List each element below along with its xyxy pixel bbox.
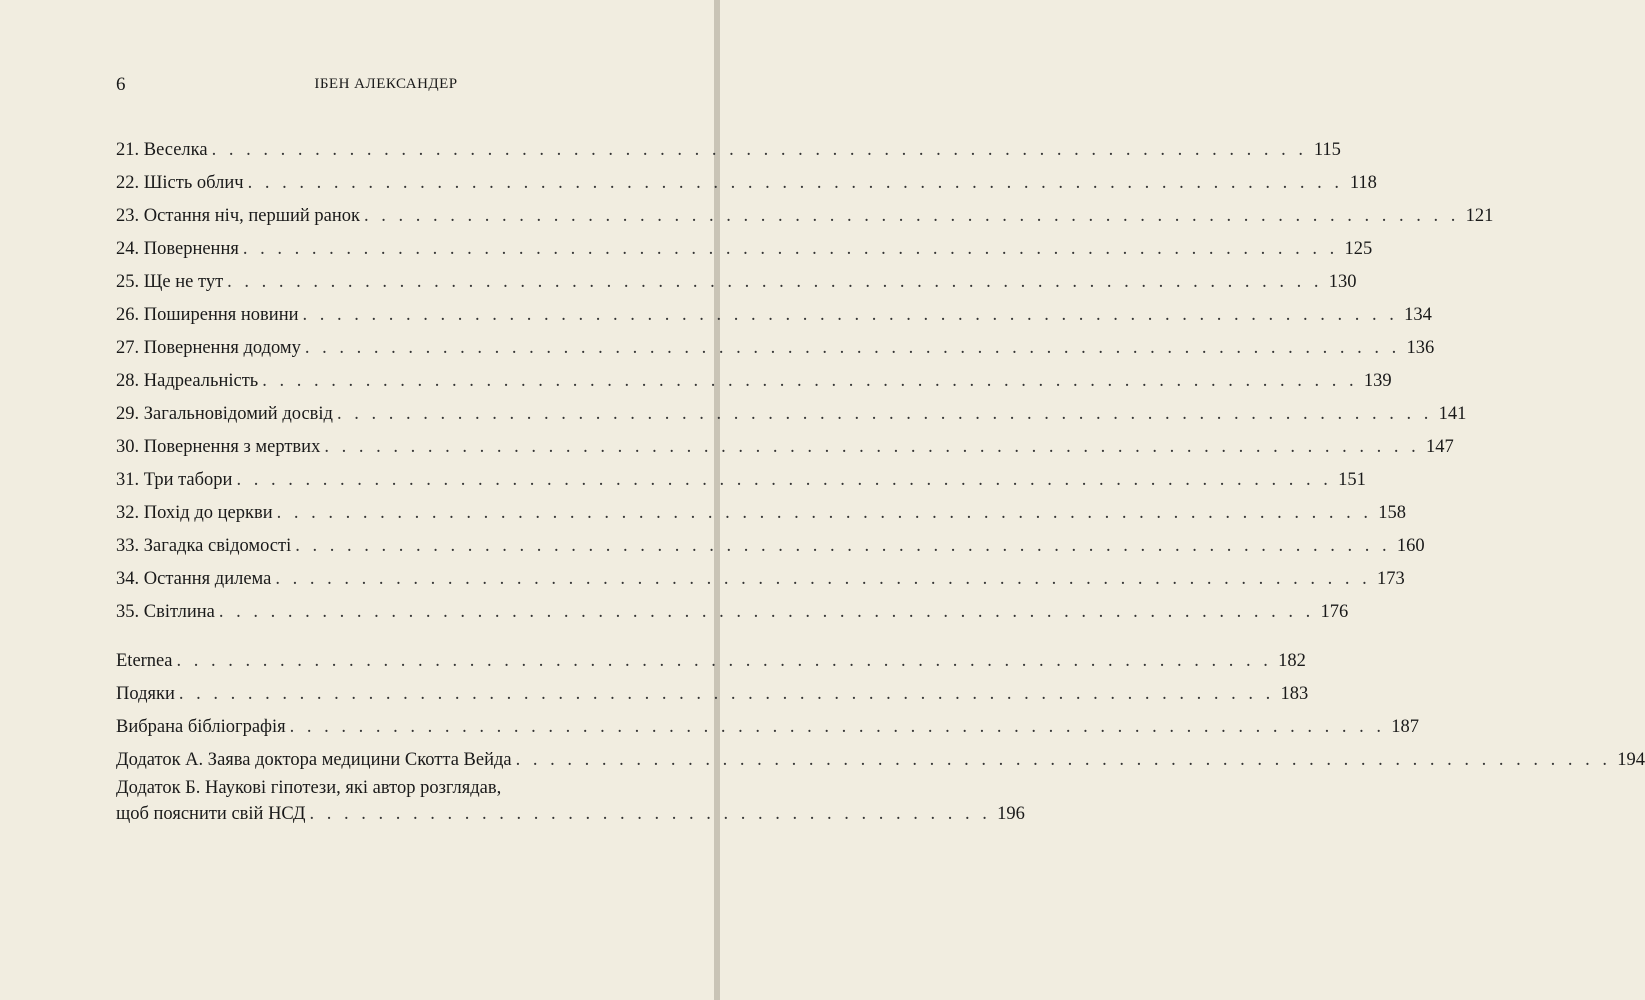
running-title: ІБЕН АЛЕКСАНДЕР (314, 76, 458, 92)
toc-entry-page: 147 (1425, 437, 1454, 457)
leader-dots: . . . . . . . . . . . . . . . . . . . . . . . . . . . . . . . . . . . . . . . . . . . . . . . . . . . . . . . . . . . . . . . . (211, 140, 1307, 160)
toc-entry-label-line2: щоб пояснити свій НСД (116, 804, 306, 824)
leader-dots: . . . . . . . . . . . . . . . . . . . . . . . . . . . . . . . . . . . . . . . . . . . . . . . . . . . . . . . . . . . . . . . . (227, 272, 1323, 292)
toc-entry-label: 33. Загадка свідомості (116, 536, 292, 556)
toc-entry-page: 115 (1313, 140, 1341, 160)
toc-entry[interactable] (116, 590, 1349, 623)
toc-entry-label: Подяки (116, 684, 175, 704)
toc-entry[interactable] (116, 738, 1645, 771)
toc-entry[interactable] (116, 392, 1467, 425)
toc-entry-page: 196 (997, 804, 1025, 824)
leader-dots: . . . . . . . . . . . . . . . . . . . . . . . . . . . . . . . . . . . . . . . . . . . . . . . . . . . . . . . . . . . . . . . . (276, 503, 1372, 523)
toc-entry[interactable] (116, 260, 1357, 293)
toc-entry-page: 151 (1338, 470, 1366, 490)
toc-entry-label: 35. Світлина (116, 602, 215, 622)
toc-entry[interactable] (116, 458, 1366, 491)
toc-entry-page: 182 (1278, 651, 1306, 671)
leader-dots: . . . . . . . . . . . . . . . . . . . . . . . . . . . . . . . . . . . . . . . . . . . . . . . . . . . . . . . . . . . . . . . . (176, 651, 1272, 671)
toc-entry[interactable] (116, 639, 1306, 672)
table-of-contents (116, 128, 1645, 827)
toc-entry-page: 139 (1363, 371, 1392, 391)
leader-dots: . . . . . . . . . . . . . . . . . . . . . . . . . . . . . . . . . . . . . . . . . . . . . . . . . . . . . . . . . . . . . . . . (242, 239, 1339, 259)
toc-entry-label-line1: Додаток Б. Наукові гіпотези, які автор розглядав, (116, 778, 502, 798)
toc-entry[interactable] (116, 128, 1341, 161)
toc-entry-page: 160 (1396, 536, 1425, 556)
toc-entry[interactable] (116, 672, 1309, 705)
leader-dots: . . . . . . . . . . . . . . . . . . . . . . . . . . . . . . . . . . . . . . . . (309, 804, 991, 824)
toc-entry-page: 158 (1378, 503, 1406, 523)
leader-dots: . . . . . . . . . . . . . . . . . . . . . . . . . . . . . . . . . . . . . . . . . . . . . . . . . . . . . . . . . . . . . . . . (262, 371, 1358, 391)
leader-dots: . . . . . . . . . . . . . . . . . . . . . . . . . . . . . . . . . . . . . . . . . . . . . . . . . . . . . . . . . . . . . . . . (247, 173, 1343, 193)
toc-entry-label: 24. Повернення (116, 239, 239, 259)
toc-entry-label: 26. Поширення новини (116, 305, 299, 325)
leader-dots: . . . . . . . . . . . . . . . . . . . . . . . . . . . . . . . . . . . . . . . . . . . . . . . . . . . . . . . . . . . . . . . . (515, 750, 1611, 770)
toc-entry-label: 22. Шість облич (116, 173, 244, 193)
toc-entry-page: 176 (1320, 602, 1349, 622)
toc-entry-label: Eternea (116, 651, 173, 671)
leader-dots: . . . . . . . . . . . . . . . . . . . . . . . . . . . . . . . . . . . . . . . . . . . . . . . . . . . . . . . . . . . . . . . . (324, 437, 1420, 457)
leader-dots: . . . . . . . . . . . . . . . . . . . . . . . . . . . . . . . . . . . . . . . . . . . . . . . . . . . . . . . . . . . . . . . . (302, 305, 1398, 325)
leader-dots: . . . . . . . . . . . . . . . . . . . . . . . . . . . . . . . . . . . . . . . . . . . . . . . . . . . . . . . . . . . . . . . . (218, 602, 1315, 622)
toc-entry-page: 173 (1376, 569, 1405, 589)
page-header (116, 74, 616, 98)
toc-entry[interactable] (116, 491, 1406, 524)
page-number: 6 (116, 74, 126, 95)
toc-entry-label: 21. Веселка (116, 140, 208, 160)
toc-entry-label: 30. Повернення з мертвих (116, 437, 321, 457)
toc-entry-page: 136 (1406, 338, 1435, 358)
toc-entry[interactable] (116, 161, 1377, 194)
toc-entry-page: 187 (1391, 717, 1420, 737)
toc-entry[interactable] (116, 705, 1420, 738)
toc-entry[interactable] (116, 227, 1373, 260)
toc-entry-label: 27. Повернення додому (116, 338, 301, 358)
toc-entry[interactable] (116, 557, 1405, 590)
toc-entry[interactable] (116, 425, 1454, 458)
leader-dots: . . . . . . . . . . . . . . . . . . . . . . . . . . . . . . . . . . . . . . . . . . . . . . . . . . . . . . . . . . . . . . . . (295, 536, 1391, 556)
toc-entry-page: 141 (1438, 404, 1467, 424)
leader-dots: . . . . . . . . . . . . . . . . . . . . . . . . . . . . . . . . . . . . . . . . . . . . . . . . . . . . . . . . . . . . . . . . (364, 206, 1460, 226)
toc-entry-label: 23. Остання ніч, перший ранок (116, 206, 361, 226)
toc-entry-label: Вибрана бібліографія (116, 717, 286, 737)
chapter-list (116, 128, 1494, 623)
toc-entry-label: 28. Надреальність (116, 371, 259, 391)
toc-entry-label: 34. Остання дилема (116, 569, 272, 589)
section-gap (116, 623, 639, 639)
toc-entry-label: 29. Загальновідомий досвід (116, 404, 333, 424)
leader-dots: . . . . . . . . . . . . . . . . . . . . . . . . . . . . . . . . . . . . . . . . . . . . . . . . . . . . . . . . . . . . . . . . (289, 717, 1386, 737)
toc-entry[interactable] (116, 359, 1392, 392)
toc-entry-page: 125 (1344, 239, 1373, 259)
toc-entry-line2 (116, 801, 1025, 827)
toc-entry[interactable] (116, 326, 1435, 359)
toc-entry[interactable] (116, 524, 1425, 557)
toc-entry-label: Додаток А. Заява доктора медицини Скотта Вейда (116, 750, 512, 770)
leader-dots: . . . . . . . . . . . . . . . . . . . . . . . . . . . . . . . . . . . . . . . . . . . . . . . . . . . . . . . . . . . . . . . . (236, 470, 1332, 490)
toc-entry-label: 25. Ще не тут (116, 272, 224, 292)
extras-list (116, 639, 1645, 771)
toc-entry[interactable] (116, 194, 1494, 227)
toc-entry-page: 118 (1349, 173, 1377, 193)
toc-entry-page: 134 (1404, 305, 1432, 325)
leader-dots: . . . . . . . . . . . . . . . . . . . . . . . . . . . . . . . . . . . . . . . . . . . . . . . . . . . . . . . . . . . . . . . . (275, 569, 1371, 589)
leader-dots: . . . . . . . . . . . . . . . . . . . . . . . . . . . . . . . . . . . . . . . . . . . . . . . . . . . . . . . . . . . . . . . . (336, 404, 1433, 424)
leader-dots: . . . . . . . . . . . . . . . . . . . . . . . . . . . . . . . . . . . . . . . . . . . . . . . . . . . . . . . . . . . . . . . . (304, 338, 1401, 358)
toc-entry-page: 130 (1328, 272, 1357, 292)
toc-entry[interactable] (116, 293, 1432, 326)
toc-entry-page: 183 (1280, 684, 1309, 704)
toc-entry-label: 32. Похід до церкви (116, 503, 273, 523)
leader-dots: . . . . . . . . . . . . . . . . . . . . . . . . . . . . . . . . . . . . . . . . . . . . . . . . . . . . . . . . . . . . . . . . (178, 684, 1275, 704)
toc-entry-label: 31. Три табори (116, 470, 233, 490)
toc-entry-appendix-b[interactable] (116, 775, 1025, 827)
toc-entry-page: 121 (1465, 206, 1494, 226)
toc-entry-page: 194 (1617, 750, 1645, 770)
